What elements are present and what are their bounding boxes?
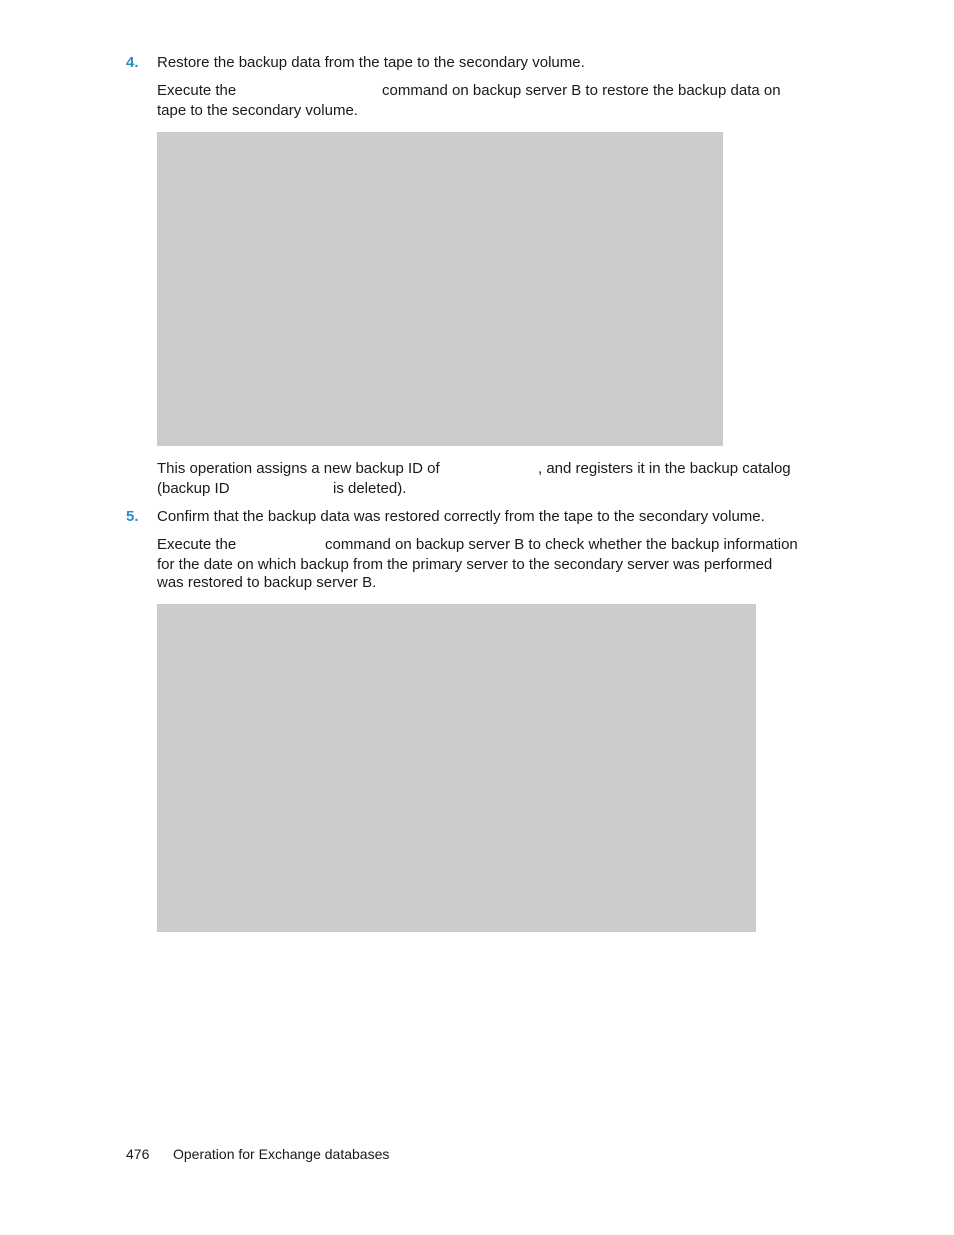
command-output-block-1 xyxy=(157,132,723,446)
step-5-title: Confirm that the backup data was restored correctly from the tape to the secondary volume. xyxy=(157,508,765,525)
step-4-title: Restore the backup data from the tape to the secondary volume. xyxy=(157,54,585,71)
step-5-number: 5. xyxy=(126,508,139,525)
step-4-note-text-2: , and registers it in the backup catalog xyxy=(538,460,791,477)
step-4-exec-text-3: tape to the secondary volume. xyxy=(157,102,358,119)
step-4-note-text-3: (backup ID xyxy=(157,480,230,497)
step-5-exec-text-2: command on backup server B to check whether the backup information xyxy=(325,536,798,553)
step-4-exec-text-1: Execute the xyxy=(157,82,237,99)
command-output-block-2 xyxy=(157,604,756,932)
step-5-exec-text-4: was restored to backup server B. xyxy=(157,574,377,591)
page-number: 476 xyxy=(126,1146,150,1162)
step-4-exec-text-2: command on backup server B to restore the backup data on xyxy=(382,82,781,99)
step-5-exec-text-3: for the date on which backup from the primary server to the secondary server was performed xyxy=(157,556,773,573)
step-4-number: 4. xyxy=(126,54,139,71)
step-4-note-text-1: This operation assigns a new backup ID of xyxy=(157,460,440,477)
step-4-note-text-4: is deleted). xyxy=(333,480,407,497)
footer-section-title: Operation for Exchange databases xyxy=(173,1146,390,1162)
step-5-exec-text-1: Execute the xyxy=(157,536,237,553)
